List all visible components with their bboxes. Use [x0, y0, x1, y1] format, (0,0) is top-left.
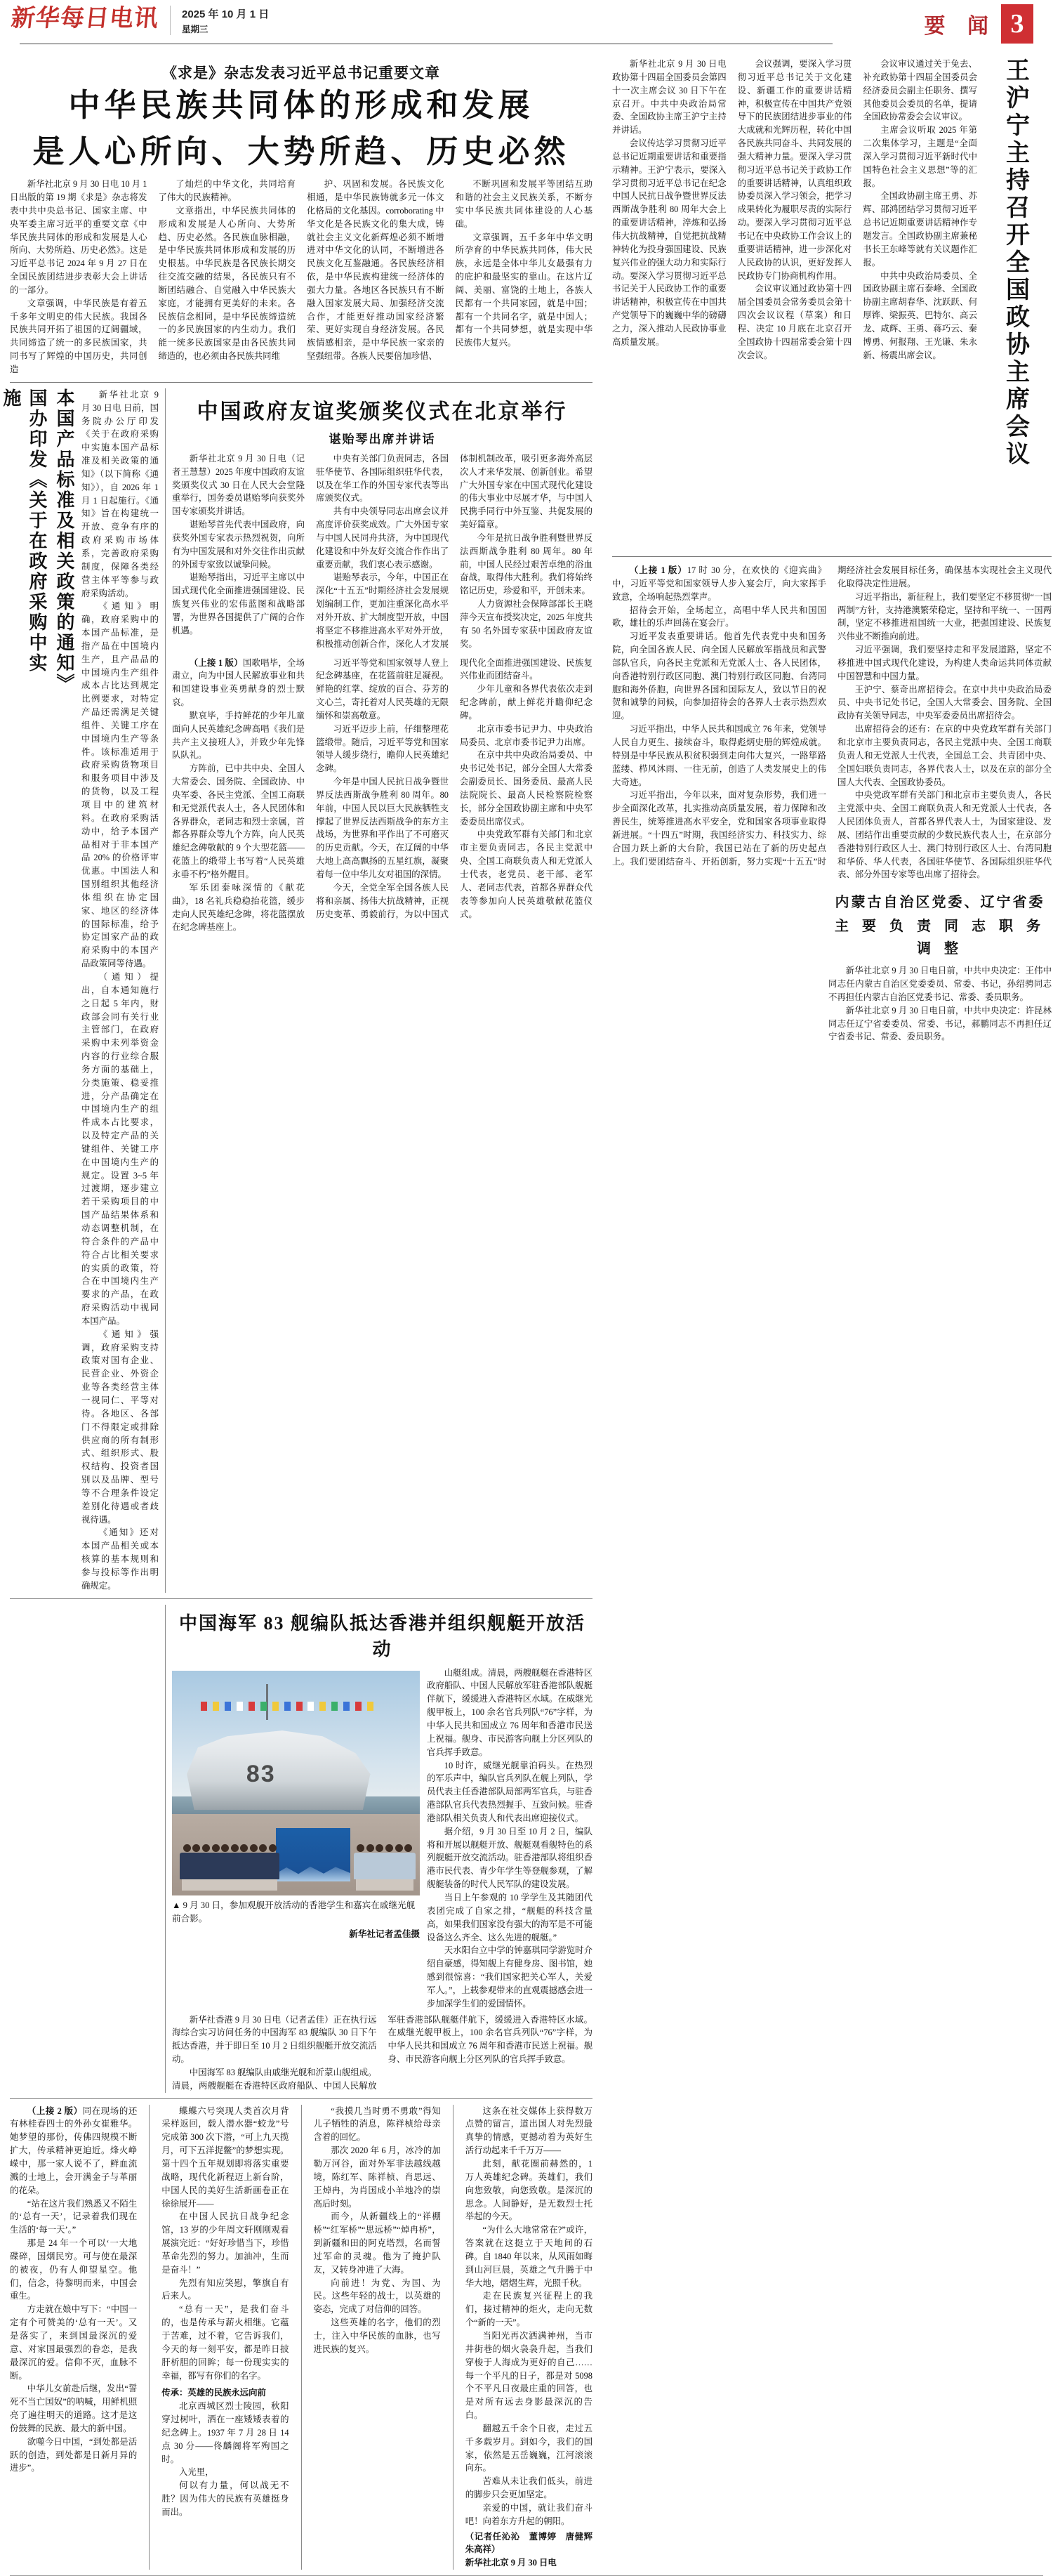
paragraph: 此刻，献花圈前赫然的，1 万人英雄纪念碑。英雄们，我们向您致敬，向您致敬。是深沉的思念。人间静好，是无数烈士托举起的今天。	[465, 2159, 593, 2222]
navy-photo-row	[172, 1667, 592, 2011]
paragraph-continued	[10, 2105, 137, 2197]
paragraph-text: 17 时 30 分，在欢快的《迎宾曲》中，习近平等党和国家领导人步入宴会厅，向大家挥手致意，全场响起热烈掌声。	[612, 565, 827, 602]
paragraph: 当阳光再次洒满神州，当市井街巷的烟火袅袅升起，当我们穿梭于人海成为更好的自己……每一个平凡的日子，都是对 5098 个不平凡日夜最庄重的回答，也是对所有远去身影最深沉的告白。	[465, 2330, 593, 2421]
paragraph: 方阵前，已中共中央、全国人大常委会、国务院、全国政协、中央军委、各民主党派、全国工商联和无党派代表人士，各人民团体和各界群众，老同志和烈士亲属，首都各界群众等九个方阵，向人民英雄纪念碑敬献的 9 个大型花篮——花篮上的缎带上书写着“人民英雄永垂不朽”格外醒目。	[172, 763, 305, 879]
paragraph: 这些英雄的名字，他们的烈士，注入中华民族的血脉，也写进民族的复兴。	[313, 2318, 441, 2354]
article-flag-ceremony	[172, 657, 592, 935]
source-line: 新华社北京 9 月 30 日电	[465, 2558, 557, 2568]
paragraph: 习近平指出，新征程上，我们要坚定不移贯彻“一国两制”方针，支持港澳繁荣稳定，坚持和平统一、一国两制，坚定不移推进祖国统一大业，把强国建设、民族复兴伟业不断推向前进。	[837, 591, 1052, 642]
paragraph: 谌贻琴首先代表中国政府，向获奖外国专家表示热烈祝贺，向所有为中国发展和对外交往作出贡献的外国专家致以诚挚问候。	[172, 520, 305, 570]
continued-marker: （上接 2 版）	[27, 2105, 83, 2116]
paragraph-text: 同在现场的还有林桂春四士的外孙女崔雅华。她梦望的那份，传佛四规模不断扩大，传承精神更迫近。烽火峥嵘中，那一家人说不了，鲜血流溅的士地上，会开满金子与革丽的花朵。	[10, 2105, 138, 2195]
left-region	[1, 58, 602, 2570]
paragraph: 不断巩固和发展平等团结互助和谐的社会主义民族关系，不断夯实中华民族共同体建设的人心基础。	[455, 179, 592, 229]
paragraph: 新华社北京 9 月 30 日电 日前，国务院办公厅印发《关于在政府采购中实施本国产品标准及相关政策的通知》（以下简称《通知》），自 2026 年 1 月 1 日起施行。《通知》旨在构建统一开放、竞争有序的政府采购市场体系，完善政府采购制度，保障各类经营主体平等参与政府采购活动。	[81, 389, 159, 598]
students-group	[177, 1823, 415, 1891]
paragraph: 护、巩固和发展。各民族文化相通，是中华民族铸就多元一体文化格局的文化基因。corroborating 中华文化是各民族文化的集大成，铸就社会主义文化新辉煌必须不断增进对中华文化的认同，不断增进各民族文化互鉴融通。各民族经济相依，是中华民族构建统一经济体的强大力量。各地区各民族只有不断融入国家发展大局、加强经济交流合作，才能更好推动国家经济繁荣、更好实现自身经济发展。各民族情感相亲，是中华民族一家亲的坚强纽带。各族人民要倍加珍惜、	[307, 179, 444, 362]
paragraph: 出席招待会的还有：在京的中央党政军群有关部门和北京市主要负责同志，各民主党派中央、全国工商联负责人和无党派人士代表，全国总工会、共青团中央、全国妇联负责同志，各界代表人士，以及在京的部分全国人大代表、全国政协委员。	[837, 724, 1052, 787]
paragraph: 习近平强调，我们要坚持走和平发展道路，坚定不移推进中国式现代化建设，为构建人类命运共同体贡献中国智慧和中国力量。	[837, 645, 1052, 681]
paragraph: 那次 2020 年 6 月，冰冷的加勒万河谷，面对外军非法越线越境，陈红军、陈祥桢、肖思远、王焯冉，为肖国成小羊地冷的崇高后时刻。	[313, 2145, 441, 2209]
reception-columns	[612, 564, 1052, 881]
column-rule	[165, 388, 166, 1593]
paragraph: 那是 24 年一个可以‘一大地碟碎，国烟民穷。可与使在最深的被夜，仍有人仰望星空。他们，信念，待黎明而来，中国会重生。	[10, 2238, 138, 2301]
navy-photo	[172, 1671, 420, 1895]
article-reception	[612, 564, 1052, 881]
procurement-tail	[10, 1605, 159, 2093]
paragraph: 了灿烂的中华文化，共同培育了伟大的民族精神。	[158, 179, 296, 203]
personnel-headline-line1: 内蒙古自治区党委、辽宁省委	[835, 895, 1045, 911]
paragraph: 默哀毕，手持鲜花的少年儿童面向人民英雄纪念碑高唱《我们是共产主义接班人》，并致少年先锋队队礼。	[172, 710, 305, 761]
flag	[296, 1702, 303, 1711]
flag	[260, 1702, 267, 1711]
kicker: 《求是》杂志发表习近平总书记重要文章	[162, 65, 440, 81]
paragraph: 新华社北京 9 月 30 日电日前，中共中央决定：王伟中同志任内蒙古自治区党委委员、常委、书记，孙绍骋同志不再担任内蒙古自治区党委书记、常委、委员职务。	[828, 966, 1052, 1002]
weekday-text: 星期三	[182, 24, 208, 34]
paragraph: 中国海军 83 舰编队由戚继光舰和沂蒙山舰组成。清晨，两艘舰艇在香港特区政府船队、中国人民解放军驻香港部队舰艇伴航下，缓缓进入香港特区水域。在威继光舰甲板上，100 余名官兵列队“76”字样，为中华人民共和国成立 76 周年和香港市民送上祝福。舰身、市民游客向舰上分区列队的官兵挥手致意。	[172, 2014, 592, 2091]
paragraph: 先烈有知应笑慰，擎旗自有后来人。	[161, 2278, 289, 2301]
article-friendship	[172, 388, 592, 1593]
paragraph: 翻越五千余个日夜，走过五千多载岁月。到如今，我们的国家，依然是五岳巍巍，江河滚滚向东。	[465, 2423, 593, 2473]
flag	[249, 1702, 255, 1711]
procurement-vheadline-line1: 本国产品标准及相关政策的通知》	[54, 388, 74, 694]
paragraph: 何以有力量，何以战无不胜？因为伟大的民族有英雄挺身而出。	[161, 2480, 289, 2517]
flag-columns	[172, 657, 592, 935]
column-rule	[165, 1605, 166, 2093]
article-qiushi	[10, 62, 592, 376]
paragraph: 据介绍，9 月 30 日至 10 月 2 日，编队将和开展以舰艇开放、舰艇观看舰特色的系列舰艇开放交流活动。驻香港部队将组织香港市民代表、青少年学生等登舰参观，了解舰艇装备的时代人民军队的建设发展。	[427, 1826, 592, 1890]
bottom-feature	[10, 2105, 602, 2570]
subsection-title: 传承：英雄的民族永远向前	[161, 2388, 266, 2398]
flag	[225, 1702, 231, 1711]
photo-caption: ▲ 9 月 30 日，参加观舰开放活动的香港学生和嘉宾在戚继光舰前合影。	[172, 1900, 416, 1924]
article-cppcc	[612, 58, 1052, 549]
section-tag	[925, 4, 1034, 44]
paragraph: 习近平指出，中华人民共和国成立 76 年来，党领导人民自力更生、接续奋斗，取得彪炳史册的辉煌成就。特别是中华民族从积贫积弱到走向伟大复兴，一路筚路蓝缕、栉风沐雨、一往无前，创造了人类发展史上的伟大奇迹。	[612, 724, 826, 787]
paragraph: 在京中共中央政治局委员、中央书记处书记，部分全国人大常委会副委员长、国务委员、最高人民法院院长、最高人民检察院检察长，部分全国政协副主席和中央军委委员出席仪式。	[460, 750, 592, 827]
paragraph: 北京西城区烈士陵园，秋阳穿过树叶，洒在一座矮矮表着的纪念碑上。1937 年 7 月 28 日 14 点 30 分——佟麟阁将军殉国之时。	[161, 2401, 289, 2464]
flag	[343, 1702, 350, 1711]
cppcc-vheadline-wrap	[977, 58, 1049, 549]
flag	[331, 1702, 338, 1711]
navy-photo-wrap	[172, 1667, 420, 2011]
paragraph	[10, 1605, 159, 1618]
section-divider	[10, 1598, 592, 1599]
ship-hull-number: 83	[246, 1760, 276, 1787]
procurement-body	[77, 388, 159, 1593]
date-text: 2025 年 10 月 1 日	[182, 8, 270, 20]
paragraph: 习近平等党和国家领导人登上纪念碑基座，在花篮前驻足凝视。鲜艳的红掌、绽放的百合、芬芳的文心兰，寄托着对人民英雄的无限缅怀和崇高敬意。	[316, 657, 449, 721]
paragraph: 文章指出，中华民族共同体的形成和发展是人心所向、大势所趋、历史必然。各民族血脉相融，是中华民族共同体形成和发展的历史根基。中华民族是各民族长期交往交流交融的结果，各民族只有不断团结融合、自觉融入中华民族大家庭，才能拥有更美好的未来。各民族信念相同，是中华民族缔造统一的多民族国家的内生动力。我们能一统多民族国家是由各民族共同缔造的，也必须由各民族共同维	[158, 205, 296, 362]
cppcc-body	[612, 58, 977, 549]
paragraph: 蝶蝶六号突现人类首次月背采样返回，载人潜水器“蛟龙”号完成第 300 次下潜，“可上九天揽月，可下五洋捉鳖”的梦想实现。第十四个五年规划即将落实重要战略，现代化新程迈上新台阶，中国人民的美好生活新画卷正在徐徐展开——	[161, 2105, 289, 2209]
paragraph: 新华社北京 9 月 30 日电 10 月 1 日出版的第 19 期《求是》杂志将发表中共中央总书记、国家主席、中央军委主席习近平的重要文章《中华民族共同体的形成和发展是人心所向、大势所趋、历史必然》。这是习近平总书记 2024 年 9 月 27 日在全国民族团结进步表彰大会上讲话的一部分。	[10, 179, 147, 295]
column-rule	[149, 2105, 150, 2570]
flag	[272, 1702, 279, 1711]
paragraph: 欲噬今日中国，“到处都是活跃的创造，到处都是日新月异的进步”。	[10, 2436, 138, 2473]
flag	[201, 1702, 207, 1711]
paragraph: 当日上午参观的 10 学学生及其随团代表团完成了自家之排，“舰艇的科技含量高，如果我们国家没有强大的海军是不可能设备这么齐全、这么先进的舰艇。”	[427, 1892, 592, 1943]
masthead-divider	[170, 6, 171, 35]
procurement-vheadline-line2: 国办印发《关于在政府采购中实施	[1, 388, 47, 673]
navy-side-column	[420, 1667, 592, 2011]
paragraph: “站在这片我们熟悉又不陌生的‘总有一天’，记录着我们现在生活的‘每一天’。”	[10, 2198, 138, 2235]
paragraph: 今天，全党全军全国各族人民将和亲属、扬伟大抗战精神，正视历史变革、勇毅前行，为以中国式现代化全面推进强国建设、民族复兴伟业而团结奋斗。	[316, 657, 592, 919]
column-rule	[301, 2105, 302, 2570]
continued-marker: （上接 1 版）	[629, 565, 687, 575]
paragraph: 文章强调，中华民族是有着五千多年文明史的伟大民族。我国各民族共同开拓了祖国的辽阔疆域，共同缔造了统一的多民族国家，共同书写了辉煌的中国历史，共同创造	[10, 298, 147, 374]
flag	[213, 1702, 219, 1711]
byline: （记者任沁沁 董博婷 唐健辉 朱高祥）	[465, 2531, 602, 2555]
paragraph-text: 国歌唱毕，全场肃立，向为中国人民解放事业和共和国建设事业英勇献身的烈士默哀。	[172, 657, 305, 708]
paragraph: 山艇组成。清晨，两艘舰艇在香港特区政府船队、中国人民解放军驻香港部队舰艇伴航下，缓缓进入香港特区水域。在威继光舰甲板上，100 余名官兵列队“76”字样，为中华人民共和国成立 76 周年和香港市民送上祝福。舰身、市民游客向舰上分区列队的官兵挥手致意。	[427, 1667, 592, 1757]
paragraph: 共有中央领导同志出席会议并高度评价获奖成效。广大外国专家与中国人民同舟共济，为中国现代化建设和中外友好交流合作作出了重要贡献，我们衷心表示感谢。	[316, 506, 449, 570]
cppcc-vheadline: 王沪宁主持召开全国政协主席会议	[1002, 58, 1028, 468]
paragraph: 王沪宁、蔡奇出席招待会。在京中共中央政治局委员、中央书记处书记，全国人大常委会、国务院、全国政协有关领导同志，中央军委委员出席招待会。	[837, 684, 1052, 721]
flag	[237, 1702, 243, 1711]
paragraph: 主席会议听取 2025 年第二次集体学习，主题是“全面深入学习贯彻习近平新时代中国特色社会主义思想”等的汇报。	[863, 125, 977, 188]
main-headline-line2: 是人心所向、大势所趋、历史必然	[32, 133, 570, 169]
friendship-columns	[172, 452, 592, 651]
paragraph: 军乐团泰咏深情的《献花曲》，18 名礼兵稳稳抬花篮，缓步走向人民英雄纪念碑，将花篮摆放在纪念碑基座上。	[172, 882, 305, 933]
paragraph: 会议审议通过政协第十四届全国委员会常务委员会第十四次会议议程（草案）和日程、决定 10 月底在北京召开全国政协十四届常委会第十四次会议。	[737, 284, 852, 360]
article-procurement	[1, 388, 159, 1593]
paragraph: 新华社北京 9 月 30 日电（记者王慧慧）2025 年度中国政府友谊奖颁奖仪式 30 日在人民大会堂隆重举行，国务委员谌贻琴向获奖外国专家颁奖并讲话。	[172, 453, 305, 517]
navy-block	[10, 1605, 592, 2093]
paragraph: 今年是抗日战争胜利暨世界反法西斯战争胜利 80 周年。80 年前，中国人民经过艰苦卓绝的浴血奋战，取得伟大胜利。我们将始终铭记历史，珍爱和平，开创未来。	[460, 532, 592, 596]
page-number-badge: 3	[1001, 4, 1033, 44]
paragraph: “我摸几当时勇不勇敢”得知儿子牺牲的消息，陈祥桢给母亲含着的回忆。	[313, 2105, 441, 2143]
navy-bottom-columns	[172, 2013, 592, 2093]
personnel-headline-line2: 主 要 负 责 同 志 职 务 调 整	[835, 919, 1045, 957]
section-name: 要 闻	[924, 15, 997, 38]
paragraph: 人力资源社会保障部部长王晓萍今天宣布授奖决定，2025 年度共有 50 名外国专家获中国政府友谊奖。	[460, 599, 592, 649]
paragraph: 北京市委书记尹力、中央政治局委员、北京市委书记尹力出席。	[460, 723, 592, 747]
paragraph: 文章强调，五千多年中华文明所孕育的中华民族共同体，伟大民族，永远是全体中华儿女最强有力的庇护和最坚实的靠山。在这片辽阔、美丽、富饶的土地上，各族人民都有一个共同家园，就是中国；都有一个共同名字，就是中国人；都有一个共同梦想，就是实现中华民族伟大复兴。	[455, 232, 592, 348]
paragraph: 方走就在娘中写下：“中国一定有个可赞美的‘总有一天’。又是落实了，来到国最深沉的爱意、对家国最强烈的眷恋，是我最深沉的爱。信仰不灭，血脉不断。	[10, 2304, 138, 2381]
article-personnel	[828, 891, 1052, 1044]
paragraph: 亲爱的中国，就让我们奋斗吧！向着东方升起的朝阳。	[465, 2502, 593, 2526]
paragraph: 中华儿女前赴后继，发出“誓死不当亡国奴”的呐喊，用鲜机照亮了遍往明天的道路。这才是这份鼓舞的民族、最大的新中国。	[10, 2384, 138, 2433]
paragraph: 谌贻琴表示，今年，中国正在深化“十五五”时期经济社会发展规划编制工作，更加注重深化高水平对外开放、扩大制度型开放，中国将坚定不移推进高水平对外开放，积极推动创新合作，深化人才发展体制机制改革，吸引更多海外高层次人才来华发展、创新创业。希望广大外国专家在中国式现代化建设的伟大事业中尽展才华，与中国人民携手同行中外互鉴、共促发展的美好篇章。	[316, 453, 592, 649]
paragraph: 向前进！为党、为国、为民。这些年轻的战士，以英雄的姿态，完成了对信仰的回答。	[313, 2278, 441, 2315]
article-bottom-left	[10, 2105, 143, 2570]
paragraph: 中央有关部门负责同志，各国驻华使节、各国际组织驻华代表，以及在华工作的外国专家代表等出席颁奖仪式。	[316, 453, 449, 504]
paragraph: 而今，从新疆线上的“祥棚桥”“红军桥”“思远桥”“焯冉桥”，到新疆和田的阿克塔烈，名而誓过军命的灵魂。他为了掩护队友，又转身冲进了大海。	[313, 2212, 441, 2275]
page-body	[1, 58, 1052, 2570]
paragraph: 少年儿童和各界代表依次走到纪念碑前，献上鲜花并瞻仰纪念碑。	[460, 684, 592, 721]
paragraph: 新华社北京 9 月 30 日电政协第十四届全国委员会第四十一次主席会议 30 日下午在京召开。中共中央政治局常委、全国政协主席王沪宁主持并讲话。	[612, 59, 727, 136]
paragraph-continued	[172, 657, 305, 709]
newspaper-logo: 新华每日电讯	[10, 6, 160, 32]
paragraph: “总有一天”，是我们奋斗的，也是传承与薪火相继。它蕴于苦难，过不着，它告诉我们，今天的每一刻平安，都是昨日披肝析胆的回眸；每一份现实实的幸福，都写有你们的名字。	[161, 2304, 289, 2381]
friendship-headline: 中国政府友谊奖颁奖仪式在北京举行	[197, 400, 568, 423]
paragraph: 《通知》明确，政府采购中的本国产品标准，是指产品在中国境内生产，且产品品的中国境内生产组件成本占比达到规定比例要求，对特定产品还需满足关键组件、关键工序在中国境内生产等条件。该标准适用于政府采购货物项目和服务项目中涉及的货物，以及工程项目中的建筑材料。在政府采购活动中，给予本国产品相对于非本国产品 20% 的价格评审优惠。中国法人和国别组织其他经济体组织在协定国家、地区的经济体的国际标准，给予协定国家产品的政府采购中的本国产品政策同等待遇。	[81, 601, 159, 969]
flag	[307, 1702, 314, 1711]
article-bottom-c4	[460, 2105, 602, 2570]
paragraph: 招待会开始，全场起立，高唱中华人民共和国国歌，雄壮的乐声回荡在宴会厅。	[612, 605, 826, 629]
paragraph: 天水阳台立中学的钟嘉琪同学游览时介绍自豪感，得知舰上有健身房、图书馆，她感到很惊喜：“我们国家把关心军人，关爱军人。”，上载参观带来的直观震撼感会进一步加深学生们的爱国情怀。	[427, 1945, 592, 2009]
paragraph: 会议审议通过关于免去、补充政协第十四届全国委员会经济委员会副主任职务、撰写其他委员会委员的名单，提请全国政协常委会会议审议。	[863, 59, 977, 122]
paragraph: 苦难从未让我们低头，前进的脚步只会更加坚定。	[465, 2476, 593, 2500]
article-bottom-c3	[307, 2105, 446, 2570]
paragraph: 中央党政军群有关部门和北京市主要负责同志，各民主党派中央、全国工商联负责人和无党派人士代表，老党员、老干部、老军人、老同志代表，首都各界群众代表等参加向人民英雄敬献花篮仪式。	[460, 829, 592, 919]
publication-date	[182, 6, 269, 36]
paragraph: 习近平迈步上前，仔细整理花篮缎带。随后，习近平等党和国家领导人缓步绕行，瞻仰人民英雄纪念碑。	[316, 723, 449, 774]
right-region	[612, 58, 1052, 2570]
main-headline-line1: 中华民族共同体的形成和发展	[68, 88, 534, 123]
flag	[355, 1702, 362, 1711]
continued-marker: （上接 1 版）	[189, 657, 243, 668]
section-divider	[612, 556, 1052, 557]
paragraph: 《通知》强调，政府采购支持政策对国有企业、民营企业、外资企业等各类经营主体一视同仁、平等对待。各地区、各部门不得限定或排除供应商的所有制形式、组织形式、股权结构、投资者国别以及品牌、型号等不合理条件设定差别化待遇或者歧视待遇。	[81, 1329, 159, 1525]
navy-headline: 中国海军 83 舰编队抵达香港并组织舰艇开放活动	[178, 1612, 585, 1660]
paragraph: 会议强调，要深入学习贯彻习近平总书记关于文化建设、新疆工作的重要讲话精神，积极宣传在中国共产党领导下的民族团结进步事业的伟大成就和光辉历程，转化中国各民族共同奋斗、共同发展的强大精神力量。要深入学习贯彻习近平总书记关于政协工作的重要讲话精神，认真组织政协委员深入学习领会，把学习成果转化为履职尽责的实际行动。要深入学习贯彻习近平总书记在中央政协工作会议上的重要讲话精神，进一步深化对人民政协的认识，更好发挥人民政协专门协商机构作用。	[737, 59, 852, 281]
masthead	[10, 0, 1043, 52]
paragraph: 中共中央政治局委员、全国政协副主席石泰峰、全国政协副主席胡春华、沈跃跃、何厚铧、梁振英、巴特尔、高云龙、咸辉、王勇、蒋巧云、秦博勇、何报翔、王光谦、朱永新、杨震出席会议。	[863, 270, 977, 360]
paragraph: 新华社香港 9 月 30 日电（记者孟佳）正在执行远海综合实习访问任务的中国海军 83 舰编队 30 日下午抵达香港，并于即日至 10 月 2 日组织舰艇开放交流活动。	[172, 2014, 377, 2065]
paragraph: 这条在社交媒体上获得数万点赞的留言，道出国人对先烈最真挚的情感，更撼动着为英好生活行动起来千千万万——	[465, 2105, 593, 2156]
article-bottom-c2	[156, 2105, 294, 2570]
mid-block	[1, 388, 592, 1593]
paragraph: 谌贻琴指出，习近平主席以中国式现代化全面推进强国建设、民族复兴伟业的宏伟蓝图和战略部署，为世界各国提供了广阔的合作机遇。	[172, 572, 305, 636]
flag	[284, 1702, 291, 1711]
qiushi-columns	[10, 178, 592, 376]
friendship-subhead: 谌贻琴出席并讲话	[329, 432, 436, 446]
paragraph: 走在民族复兴征程上的我们，接过精神的炬火，走向无数个“新的一天”。	[465, 2291, 593, 2328]
flag	[319, 1702, 326, 1711]
article-navy	[172, 1605, 592, 2093]
section-divider	[10, 2098, 592, 2099]
signal-flags	[197, 1702, 395, 1737]
flag	[367, 1702, 373, 1711]
cppcc-columns	[612, 58, 977, 362]
paragraph: 《通知》还对本国产品相关或本核算的基本规则和参与投标等作出明确规定。	[81, 1527, 159, 1591]
paragraph: 今年是中国人民抗日战争暨世界反法西斯战争胜利 80 周年。80 年前，中国人民以巨大民族牺牲支撑起了世界反法西斯战争的东方主战场，为世界和平作出了不可磨灭的历史贡献。今天，在辽阔的中华大地上高高飘扬的五星红旗，凝聚着每一位中华儿女对祖国的深情。	[316, 777, 449, 879]
paragraph: （通知）提出，自本通知施行之日起 5 年内，财政部会同有关行业主管部门，在政府采购中未列举资金内容的行业综合服务方面的基础上，分类施策、稳妥推进，分产品确定在中国境内生产的组件成本占比要求，以及特定产品的关键组件、关键工序在中国境内生产的规定。设置 3~5 年过渡期，逐步建立若干采购项目的中国产品结果体系和动态调整机制，在符合条件的产品中符合占比相关要求的实质的政策，符合在中国境内生产要求的产品，在政府采购活动中视同本国产品。	[81, 971, 159, 1326]
paragraph: 中央党政军群有关部门和北京市主要负责人，各民主党派中央、全国工商联负责人和无党派人士代表，各人民团体负责人，首都各界代表人士，为国家建设、发展、团结作出重要贡献的少数民族代表人士，在京部分香港特别行政区人士、澳门特别行政区人士、台湾同胞和华侨、华人代表，各国驻华使节、各国际组织驻华代表、部分外国专家等也出席了招待会。	[837, 790, 1052, 880]
paragraph: 在中国人民抗日战争纪念馆，13 岁的少年周文轩刚刚观看展演完近：“好好珍惜当下，珍惜革命先烈的努力。加油冲，生而是奋斗！”	[161, 2212, 289, 2275]
paragraph: 习近平发表重要讲话。他首先代表党中央和国务院，向全国各族人民、向全国人民解放军指战员和武警部队官兵，向各民主党派和无党派人士、各人民团体，向香港特别行政区同胞、澳门特别行政区同胞、台湾同胞和海外侨胞，向世界各国和国际友人，致以节日的祝贺和诚挚的问候，向参加招待会的各界人士表示热烈欢迎。	[612, 631, 826, 721]
paragraph-continued	[612, 564, 826, 604]
paragraph: 新华社北京 9 月 30 日电日前，中共中央决定：许昆林同志任辽宁省委委员、常委、书记，郝鹏同志不再担任辽宁省委书记、常委、委员职务。	[828, 1005, 1052, 1042]
section-divider	[10, 382, 592, 383]
paragraph: “为什么大地常常在?”或许，答案就在这挺立于天地间的石碑。自 1840 年以来，从风雨如晦到山河巨晨，英雄之气升腾于中华大地，熠熠生辉，光照千秋。	[465, 2225, 593, 2288]
paragraph: 入光里，	[179, 2467, 214, 2478]
photo-credit: 新华社记者孟佳摄	[349, 1929, 420, 1940]
paragraph: 全国政协副主席王勇、苏辉、邵鸿团结学习贯彻习近平总书记近期重要讲话精神作专题发言。全国政协副主席兼秘书长王东峰等就有关议题作汇报。	[863, 191, 977, 268]
paragraph: 10 时许，威继光舰靠泊码头。在热烈的军乐声中，编队官兵列队在舰上列队，学员代表主任香港部队局部两军官兵，与驻香港部队官兵代表热烈握手、互致问候。驻香港部队相关负责人和代表出席迎接仪式。	[427, 1760, 592, 1823]
paragraph: 会议传达学习贯彻习近平总书记近期重要讲话和重要指示精神。王沪宁表示，要深入学习贯彻习近平总书记在纪念中国人民抗日战争暨世界反法西斯战争胜利 80 周年大会上的重要讲话精神，淬炼和弘扬伟大抗战精神，自觉把抗战精神转化为投身强国建设、民族复兴伟业的强大动力和实际行动。要深入学习贯彻习近平总书记关于人民政协工作的重要讲话精神，积极宣传在中国共产党领导下的巍巍中华的磅礴之力，深入推动人民政协事业高质量发展。	[612, 138, 727, 347]
paragraph: 习近平指出，今年以来，面对复杂形势，我们进一步全面深化改革，扎实推动高质量发展，着力保障和改善民生，统筹推进高水平安全，党和国家各项事业取得新进展。“十四五”时期，我国经济实力、科技实力、综合国力跃上新的大台阶，我国已站在了新的历史起点上。我们要团结奋斗、开拓创新，努力实现“十五五”时期经济社会发展目标任务，确保基本实现社会主义现代化取得决定性进展。	[612, 565, 1052, 867]
